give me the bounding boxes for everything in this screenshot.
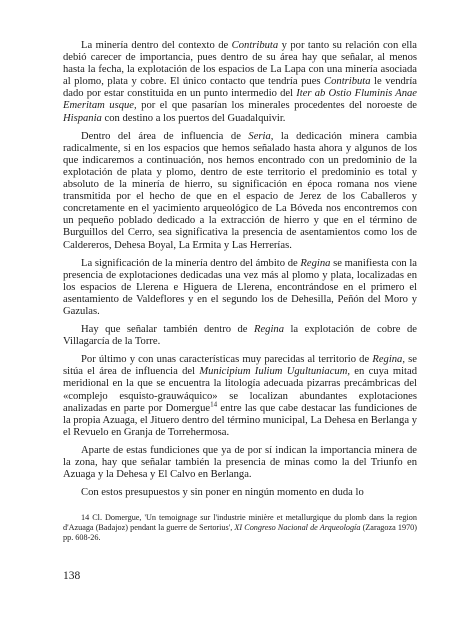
body-text <box>63 40 417 505</box>
text-run: Dentro del área de influencia de <box>81 130 249 142</box>
page-number: 138 <box>63 570 81 582</box>
footnote-reference[interactable]: 14 <box>210 400 218 409</box>
text-run: La minería dentro del contexto de <box>81 40 232 51</box>
footnote-14 <box>63 513 417 543</box>
paragraph-6 <box>63 445 417 481</box>
text-run: se manifiesta con la presencia de explotaciones dedicadas una vez más al plomo y plata, localizadas en los espacios de Llerena e Higuera de Llerena, encontrándose en el primero el asentamiento de Valdeflores y en el segundo los de Dehesilla, Peñón del Moro y Gazulas. <box>63 257 418 317</box>
italic-term: XI Congreso Nacional de Arqueología <box>234 523 361 532</box>
text-run: la dedicación minera cambia radicalmente, si en los espacios que hemos señalado hasta ahora y algunos de los que indicaremos a continuación, nos hemos encontrado con un predominio de la explotación de plata y plomo, dentro de este territorio el predominio es total y absoluto de la minería de hierro, su significación en época romana nos viene transmitida por el hecho de que en el espacio de Jerez de los Caballeros y concretamente en el yacimiento arqueológico de La Bóveda nos encontremos con un pequeño poblado dedicado a la extracción de hierro y que en el término de Burguillos del Cerro, sea significativa la presencia de asentamientos como los de Caldereros, Dehesa Boyal, La Ermita y Las Herrerías. <box>63 130 417 251</box>
paragraph-3 <box>63 258 417 318</box>
paragraph-2 <box>63 131 417 252</box>
text-run: La significación de la minería dentro del ámbito de <box>81 257 301 269</box>
italic-term: Regina <box>254 324 285 336</box>
text-run: Por último y con unas características muy parecidas al territorio de <box>81 354 373 366</box>
italic-term: Regina <box>300 257 331 269</box>
italic-term: Contributa <box>231 40 279 51</box>
footnote <box>63 513 417 543</box>
text-run: por el que pasarían los minerales procedentes del noroeste de <box>136 100 417 112</box>
text-run: Hay que señalar también dentro de <box>81 324 254 336</box>
italic-term: Seria, <box>248 130 274 142</box>
italic-term: Iter ab Ostio Fluminis Anae Emeritam usque, <box>63 88 418 112</box>
italic-term: Regina, <box>372 354 405 366</box>
text-run: con destino a los puertos del Guadalquivir. <box>101 112 286 124</box>
paragraph-4 <box>63 324 417 348</box>
text-run: la explotación de cobre de Villagarcía de la Torre. <box>63 324 417 348</box>
paragraph-1 <box>63 40 417 125</box>
text-run: se sitúa el área de influencia del <box>63 354 417 378</box>
text-run: entre las que cabe destacar las fundiciones de la propia Azuaga, el Jituero dentro del término municipal, La Dehesa en Berlanga y el Revuelo en Granja de Torrehermosa. <box>63 402 417 438</box>
text-run: y por tanto su relación con ella debió carecer de importancia, pues dentro de su área hay que señalar, al menos hasta la fecha, la explotación de los espacios de La Lapa con una minería asociada al plomo, plata y cobre. El único contacto que tendría pues <box>63 40 418 88</box>
text-run: le vendría dado por estar constituida en un punto intermedio del <box>63 76 417 100</box>
text-run: Con estos presupuestos y sin poner en ningún momento en duda lo <box>81 487 364 499</box>
text-run: Aparte de estas fundiciones que ya de por sí indican la importancia minera de la zona, hay que señalar también la presencia de minas como la del Triunfo en Azuaga y la Dehesa y El Calvo en Berlanga. <box>63 444 417 481</box>
italic-term: Hispania <box>63 112 102 124</box>
text-run: 14 Cl. Domergue, 'Un temoignage sur l'industrie minière et metallurgique du plomb dans la region d'Azuaga (Badajoz) pendant la guerre de Sertorius', <box>63 513 417 532</box>
italic-term: Municipium Iulium Ugultuniacum, <box>199 366 351 378</box>
italic-term: Contributa <box>324 76 371 88</box>
paragraph-7 <box>63 487 417 499</box>
text-run: en cuya mitad meridional en la que se encuentra la litología adecuada pizarras precámbricas del «complejo esquisto-grauwáquico» se localizan abundantes explotaciones analizadas en parte por Domergue <box>63 366 417 414</box>
paragraph-5 <box>63 354 417 439</box>
text-run: (Zaragoza 1970) pp. 608-26. <box>63 523 417 542</box>
